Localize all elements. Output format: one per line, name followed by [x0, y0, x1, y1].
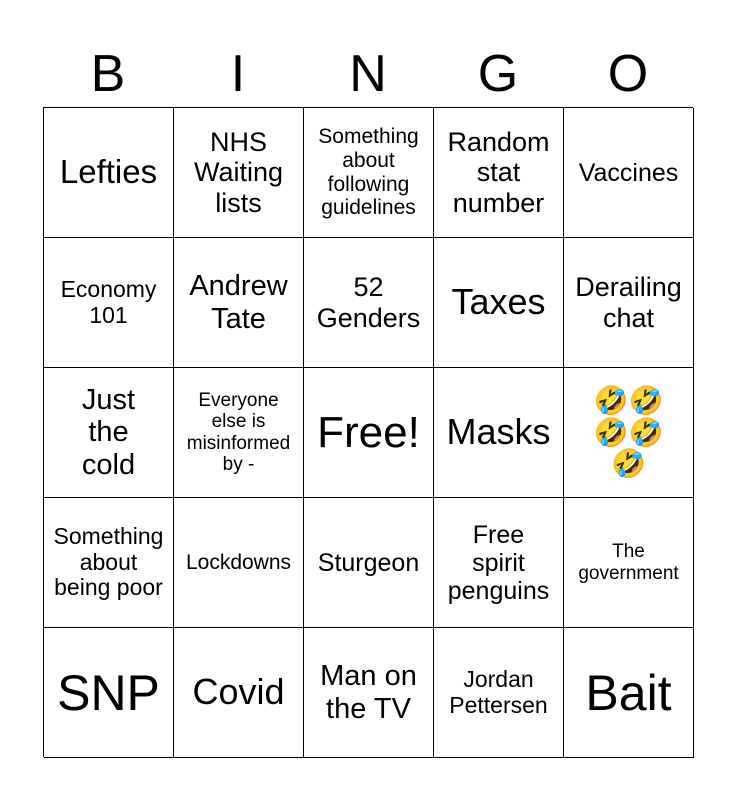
cell-label: Free spirit penguins — [447, 520, 550, 605]
cell-label: Vaccines — [578, 158, 679, 187]
cell-label: Economy 101 — [60, 275, 157, 328]
bingo-cell-b5[interactable] — [44, 628, 174, 758]
cell-label: The government — [578, 541, 679, 584]
header-letter-o: O — [607, 45, 649, 103]
bingo-header — [43, 40, 693, 108]
bingo-cell-i5[interactable] — [174, 628, 304, 758]
bingo-cell-free[interactable] — [304, 368, 434, 498]
cell-label: Covid — [192, 671, 285, 713]
bingo-cell-g5[interactable] — [434, 628, 564, 758]
cell-label: Taxes — [451, 281, 546, 323]
bingo-cell-o2[interactable] — [564, 238, 694, 368]
cell-label: Bait — [585, 664, 672, 721]
cell-label: Something about being poor — [53, 522, 164, 601]
cell-label: Random stat number — [447, 127, 550, 218]
bingo-cell-i3[interactable] — [174, 368, 304, 498]
bingo-cell-n4[interactable] — [304, 498, 434, 628]
bingo-cell-g2[interactable] — [434, 238, 564, 368]
header-letter-g: G — [477, 45, 519, 103]
cell-label: 52 Genders — [316, 272, 421, 333]
cell-label: Andrew Tate — [189, 270, 288, 335]
bingo-cell-b1[interactable] — [44, 108, 174, 238]
bingo-cell-b4[interactable] — [44, 498, 174, 628]
bingo-cell-n1[interactable] — [304, 108, 434, 238]
bingo-cell-i1[interactable] — [174, 108, 304, 238]
cell-label: Man on the TV — [320, 660, 417, 725]
cell-label: Something about following guidelines — [318, 125, 419, 220]
cell-label: Sturgeon — [317, 548, 420, 577]
header-letter-i: I — [230, 45, 246, 103]
cell-label: Lockdowns — [185, 550, 292, 574]
bingo-cell-n2[interactable] — [304, 238, 434, 368]
bingo-board — [43, 107, 693, 757]
free-space-label: Free! — [317, 407, 420, 457]
cell-label: Derailing chat — [575, 272, 682, 333]
bingo-cell-o3[interactable] — [564, 368, 694, 498]
cell-label: SNP — [57, 664, 160, 721]
bingo-cell-g1[interactable] — [434, 108, 564, 238]
header-letter-n: N — [349, 45, 387, 103]
cell-label: Everyone else is misinformed by - — [186, 389, 291, 475]
bingo-cell-o5[interactable] — [564, 628, 694, 758]
cell-label: Lefties — [59, 153, 158, 191]
bingo-cell-g4[interactable] — [434, 498, 564, 628]
bingo-cell-g3[interactable] — [434, 368, 564, 498]
bingo-cell-i2[interactable] — [174, 238, 304, 368]
cell-label: Just the cold — [81, 383, 136, 481]
bingo-cell-o1[interactable] — [564, 108, 694, 238]
header-letter-b: B — [90, 45, 126, 103]
cell-label: Masks — [446, 411, 551, 453]
bingo-cell-b3[interactable] — [44, 368, 174, 498]
bingo-cell-i4[interactable] — [174, 498, 304, 628]
bingo-cell-n5[interactable] — [304, 628, 434, 758]
cell-label: NHS Waiting lists — [193, 127, 284, 218]
laughing-emoji-icons: 🤣🤣 🤣🤣 🤣 — [593, 384, 664, 481]
bingo-cell-o4[interactable] — [564, 498, 694, 628]
cell-label: Jordan Pettersen — [449, 665, 548, 718]
bingo-cell-b2[interactable] — [44, 238, 174, 368]
